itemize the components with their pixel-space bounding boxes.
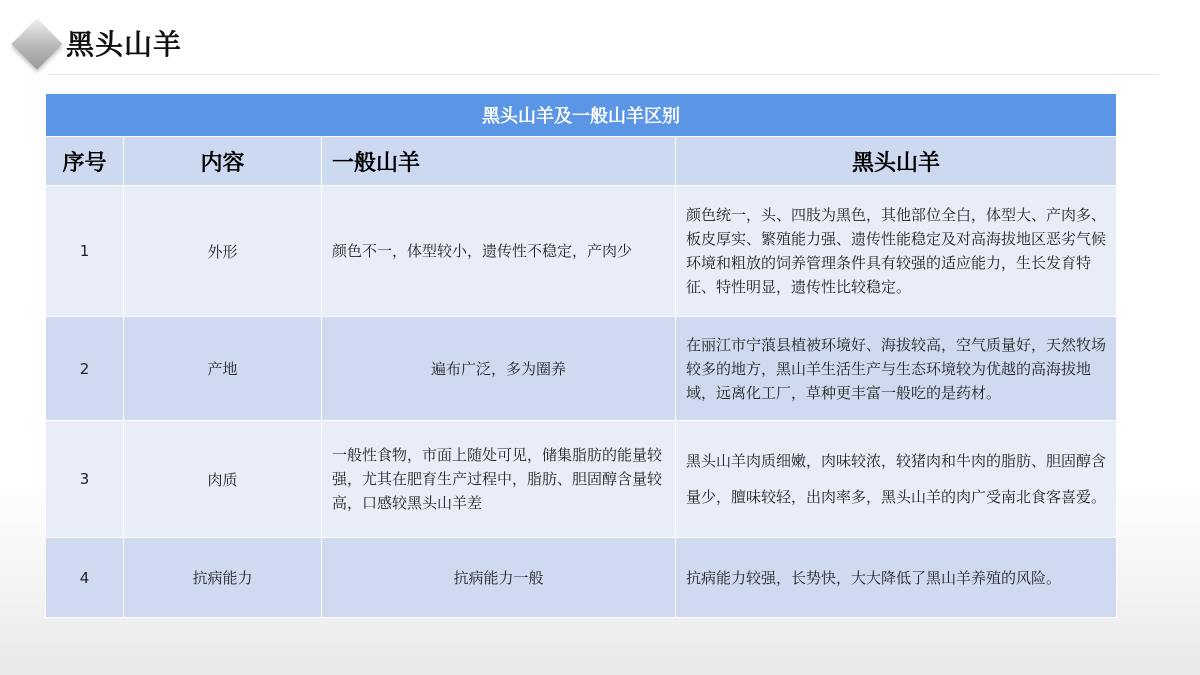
row-blackhead: 黑头山羊肉质细嫩，肉味较浓，较猪肉和牛肉的脂肪、胆固醇含量少，膻味较轻，出肉率多，黑头山羊的肉广受南北食客喜爱。 — [676, 421, 1117, 538]
table-row — [46, 538, 1117, 618]
row-general: 抗病能力一般 — [322, 538, 676, 618]
table-row — [46, 421, 1117, 538]
comparison-table — [45, 93, 1117, 618]
diamond-bullet-icon — [10, 17, 64, 71]
table-row — [46, 317, 1117, 421]
table-title: 黑头山羊及一般山羊区别 — [46, 94, 1117, 137]
row-index: 2 — [46, 317, 124, 421]
row-item: 外形 — [124, 186, 322, 317]
row-blackhead: 在丽江市宁蒗县植被环境好、海拔较高，空气质量好，天然牧场较多的地方，黑山羊生活生产与生态环境较为优越的高海拔地域，远离化工厂，草种更丰富一般吃的是药材。 — [676, 317, 1117, 421]
row-index: 3 — [46, 421, 124, 538]
table-row — [46, 186, 1117, 317]
header-blackhead-goat: 黑头山羊 — [676, 137, 1117, 186]
header-general-goat: 一般山羊 — [322, 137, 676, 186]
row-general: 一般性食物，市面上随处可见，储集脂肪的能量较强，尤其在肥育生产过程中，脂肪、胆固醇含量较高，口感较黑头山羊差 — [322, 421, 676, 538]
header-index: 序号 — [46, 137, 124, 186]
row-item: 抗病能力 — [124, 538, 322, 618]
slide-header — [0, 0, 1200, 80]
page-title: 黑头山羊 — [66, 28, 183, 61]
row-item: 肉质 — [124, 421, 322, 538]
row-general: 遍布广泛，多为圈养 — [322, 317, 676, 421]
row-blackhead: 抗病能力较强，长势快，大大降低了黑山羊养殖的风险。 — [676, 538, 1117, 618]
header-content: 内容 — [124, 137, 322, 186]
row-index: 4 — [46, 538, 124, 618]
row-general: 颜色不一，体型较小，遗传性不稳定，产肉少 — [322, 186, 676, 317]
table-header-row — [46, 137, 1117, 186]
row-blackhead: 颜色统一，头、四肢为黑色，其他部位全白，体型大、产肉多、板皮厚实、繁殖能力强、遗传性能稳定及对高海拔地区恶劣气候环境和粗放的饲养管理条件具有较强的适应能力，生长发育特征、特性明显，遗传性比较稳定。 — [676, 186, 1117, 317]
row-index: 1 — [46, 186, 124, 317]
table-title-row — [46, 94, 1117, 137]
header-divider — [48, 74, 1158, 75]
row-item: 产地 — [124, 317, 322, 421]
